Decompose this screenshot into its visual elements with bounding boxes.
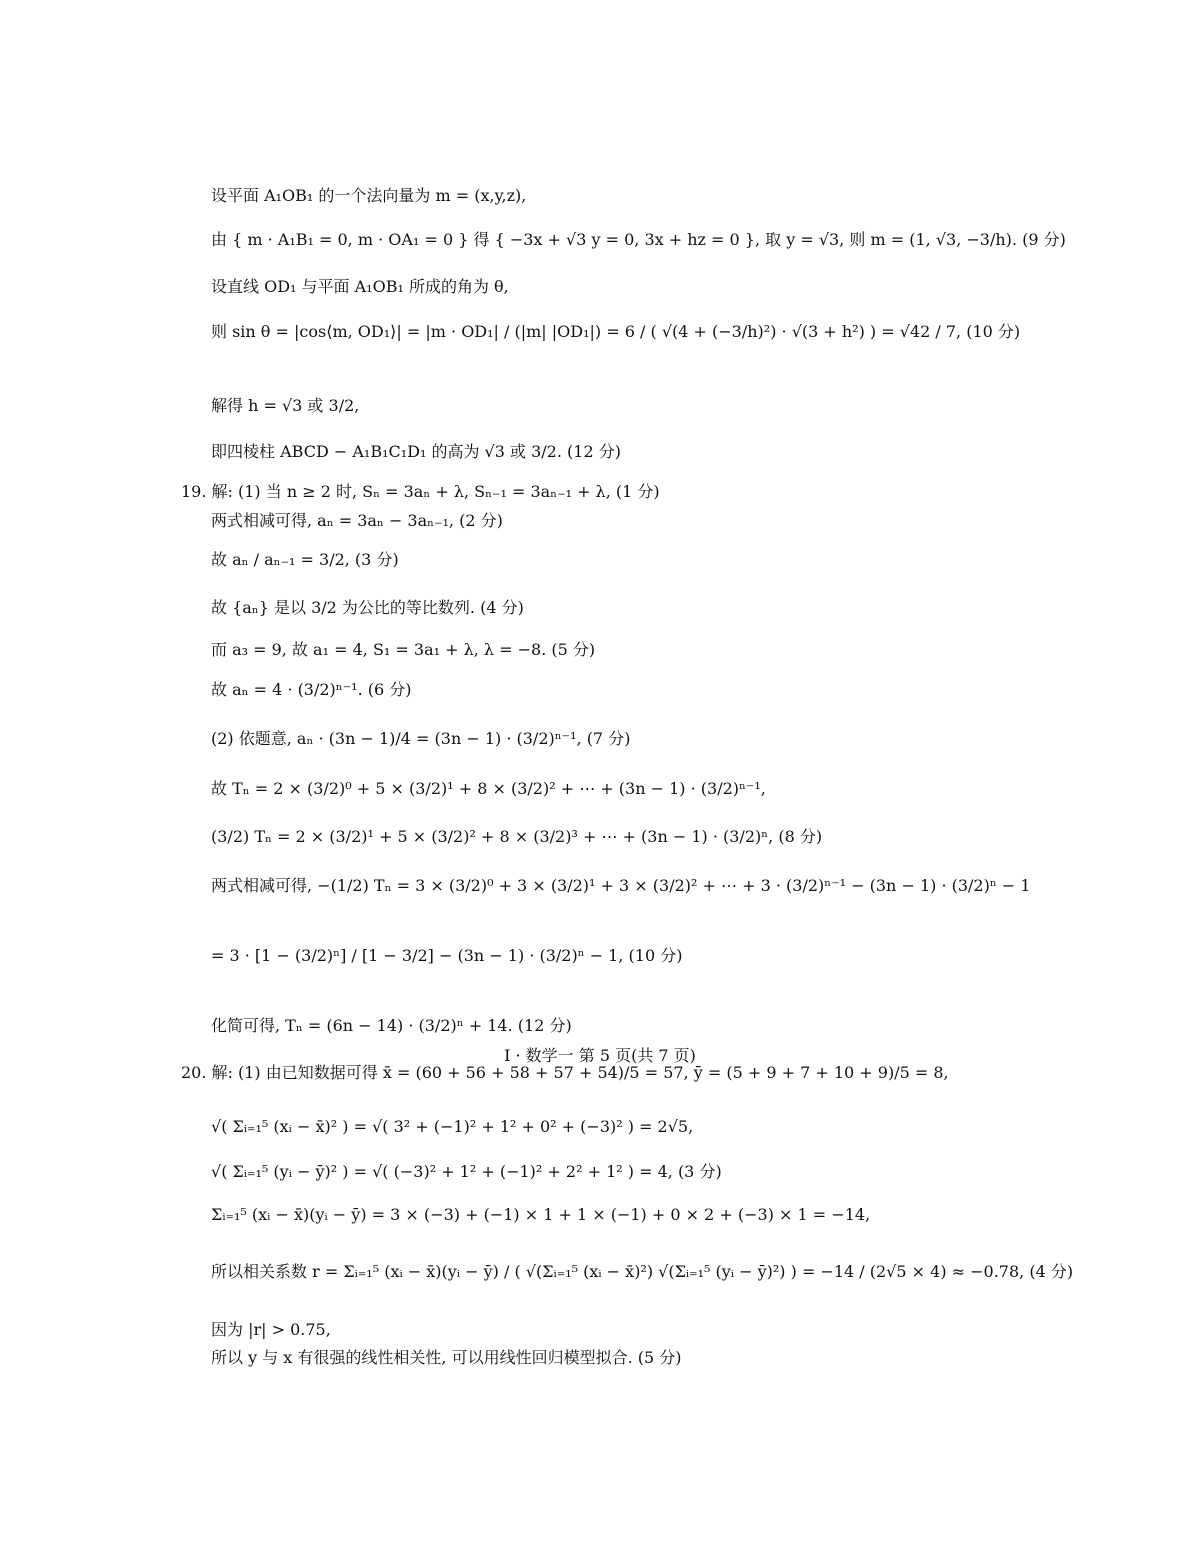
text-line: 20. 解: (1) 由已知数据可得 x̄ = (60 + 56 + 58 + 57 + 54)/5 = 57, ȳ = (5 + 9 + 7 + 10 + 9)/5 = 8, [181,1063,949,1082]
text-line: 化简可得, Tₙ = (6n − 14) · (3/2)ⁿ + 14. (12 分) [211,1016,572,1035]
text-line: 故 Tₙ = 2 × (3/2)⁰ + 5 × (3/2)¹ + 8 × (3/2)² + ⋯ + (3n − 1) · (3/2)ⁿ⁻¹, [211,779,766,798]
text-line: 两式相减可得, aₙ = 3aₙ − 3aₙ₋₁, (2 分) [211,511,503,530]
text-line: = 3 · [1 − (3/2)ⁿ] / [1 − 3/2] − (3n − 1) · (3/2)ⁿ − 1, (10 分) [211,946,683,965]
text-line: 19. 解: (1) 当 n ≥ 2 时, Sₙ = 3aₙ + λ, Sₙ₋₁ = 3aₙ₋₁ + λ, (1 分) [181,482,660,501]
text-line: 故 {aₙ} 是以 3/2 为公比的等比数列. (4 分) [211,598,524,617]
text-line: 由 { m · A₁B₁ = 0, m · OA₁ = 0 } 得 { −3x + √3 y = 0, 3x + hz = 0 }, 取 y = √3, 则 m = (1, √3, −3/h). (9 分) [211,230,1066,249]
text-line: 设直线 OD₁ 与平面 A₁OB₁ 所成的角为 θ, [211,277,509,296]
text-line: 故 aₙ / aₙ₋₁ = 3/2, (3 分) [211,550,399,569]
text-line: 设平面 A₁OB₁ 的一个法向量为 m = (x,y,z), [211,186,527,205]
text-line: 而 a₃ = 9, 故 a₁ = 4, S₁ = 3a₁ + λ, λ = −8. (5 分) [211,640,596,659]
text-line: 解得 h = √3 或 3/2, [211,396,360,415]
text-line: (3/2) Tₙ = 2 × (3/2)¹ + 5 × (3/2)² + 8 × (3/2)³ + ⋯ + (3n − 1) · (3/2)ⁿ, (8 分) [211,827,823,846]
text-line: 所以 y 与 x 有很强的线性相关性, 可以用线性回归模型拟合. (5 分) [211,1348,682,1367]
text-line: 故 aₙ = 4 · (3/2)ⁿ⁻¹. (6 分) [211,680,412,699]
text-line: 两式相减可得, −(1/2) Tₙ = 3 × (3/2)⁰ + 3 × (3/2)¹ + 3 × (3/2)² + ⋯ + 3 · (3/2)ⁿ⁻¹ − (3n − 1) · (3/2)ⁿ − 1 [211,876,1031,895]
text-line: Σᵢ₌₁⁵ (xᵢ − x̄)(yᵢ − ȳ) = 3 × (−3) + (−1) × 1 + 1 × (−1) + 0 × 2 + (−3) × 1 = −14, [211,1205,871,1224]
text-line: 则 sin θ = |cos⟨m, OD₁⟩| = |m · OD₁| / (|m| |OD₁|) = 6 / ( √(4 + (−3/h)²) · √(3 + h²) ) = √42 / 7, (10 分) [211,322,1021,341]
text-line: 即四棱柱 ABCD − A₁B₁C₁D₁ 的高为 √3 或 3/2. (12 分) [211,442,621,461]
text-line: √( Σᵢ₌₁⁵ (yᵢ − ȳ)² ) = √( (−3)² + 1² + (−1)² + 2² + 1² ) = 4, (3 分) [211,1162,722,1181]
text-line: 所以相关系数 r = Σᵢ₌₁⁵ (xᵢ − x̄)(yᵢ − ȳ) / ( √(Σᵢ₌₁⁵ (xᵢ − x̄)²) √(Σᵢ₌₁⁵ (yᵢ − ȳ)²) ) = −14 / (2√5 × 4) ≈ −0.78, (4 分) [211,1262,1074,1281]
page-footer: Ⅰ · 数学一 第 5 页(共 7 页) [504,1046,696,1065]
text-line: (2) 依题意, aₙ · (3n − 1)/4 = (3n − 1) · (3/2)ⁿ⁻¹, (7 分) [211,729,631,748]
text-line: √( Σᵢ₌₁⁵ (xᵢ − x̄)² ) = √( 3² + (−1)² + 1² + 0² + (−3)² ) = 2√5, [211,1117,694,1136]
text-line: 因为 |r| > 0.75, [211,1320,331,1339]
